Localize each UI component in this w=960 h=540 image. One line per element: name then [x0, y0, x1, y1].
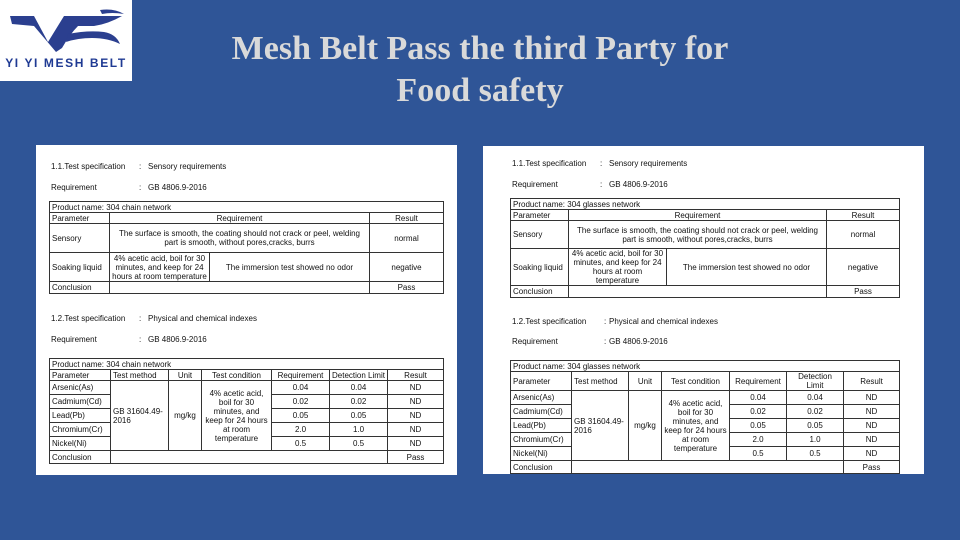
row-result: ND [844, 405, 900, 419]
row-conclusion-blank [110, 282, 370, 294]
title-line-1: Mesh Belt Pass the third Party for [231, 30, 729, 67]
row-parameter: Cadmium(Cd) [511, 405, 572, 419]
row-detection-limit: 0.04 [330, 381, 388, 395]
spec-colon: : [600, 159, 603, 168]
title-line-2: Food safety [396, 72, 564, 109]
requirement-value: GB 4806.9-2016 [609, 337, 668, 346]
row-requirement: 0.02 [730, 405, 787, 419]
requirement-colon: : [139, 183, 142, 192]
product-name: Product name: 304 chain network [50, 359, 444, 370]
sensory-table [49, 201, 444, 294]
requirement-colon: : [139, 335, 142, 344]
spec-value: Sensory requirements [148, 162, 227, 171]
row-detection-limit: 0.05 [787, 419, 844, 433]
row-detection-limit: 0.5 [787, 447, 844, 461]
header-parameter: Parameter [511, 372, 572, 391]
row-parameter: Lead(Pb) [511, 419, 572, 433]
requirement-colon: : [600, 180, 603, 189]
row-soaking-result: negative [370, 253, 444, 282]
row-soaking-condition: 4% acetic acid, boil for 30 minutes, and keep for 24 hours at room temperature [569, 249, 667, 286]
spec-value: Sensory requirements [609, 159, 688, 168]
test-report-chain-network [36, 145, 457, 475]
unit-cell: mg/kg [169, 381, 202, 451]
row-requirement: 0.5 [730, 447, 787, 461]
header-parameter: Parameter [50, 370, 111, 381]
spec-value: Physical and chemical indexes [609, 317, 718, 326]
product-name: Product name: 304 chain network [50, 202, 444, 213]
row-requirement: 0.04 [730, 391, 787, 405]
row-conclusion-blank [569, 286, 827, 298]
row-parameter: Cadmium(Cd) [50, 395, 111, 409]
row-result: ND [388, 381, 444, 395]
requirement-label: Requirement [51, 183, 97, 192]
row-result: ND [844, 433, 900, 447]
header-parameter: Parameter [50, 213, 110, 224]
header-result: Result [370, 213, 444, 224]
row-detection-limit: 0.05 [330, 409, 388, 423]
test-method-cell: GB 31604.49-2016 [111, 381, 169, 451]
header-result: Result [388, 370, 444, 381]
requirement-value: GB 4806.9-2016 [148, 183, 207, 192]
sensory-table [510, 198, 900, 298]
row-result: ND [388, 395, 444, 409]
row-result: ND [844, 447, 900, 461]
row-conclusion-label: Conclusion [511, 286, 569, 298]
row-result: ND [844, 419, 900, 433]
row-requirement: 0.05 [272, 409, 330, 423]
logo-text: YI YI MESH BELT [5, 56, 127, 70]
row-result: ND [388, 409, 444, 423]
header-detection-limit: Detection Limit [787, 372, 844, 391]
row-requirement: 0.5 [272, 437, 330, 451]
conclusion-label: Conclusion [50, 451, 111, 464]
requirement-label: Requirement [51, 335, 97, 344]
header-test-method: Test method [111, 370, 169, 381]
row-sensory-requirement: The surface is smooth, the coating should not crack or peel, welding part is smooth, without pores,cracks, burrs [110, 224, 370, 253]
header-test-method: Test method [572, 372, 629, 391]
conclusion-result: Pass [844, 461, 900, 474]
header-unit: Unit [169, 370, 202, 381]
row-sensory-parameter: Sensory [511, 221, 569, 249]
header-result: Result [827, 210, 900, 221]
chemical-table [510, 360, 900, 474]
chemical-table [49, 358, 444, 464]
row-soaking-parameter: Soaking liquid [511, 249, 569, 286]
row-sensory-requirement: The surface is smooth, the coating should not crack or peel, welding part is smooth, without pores,cracks, burrs [569, 221, 827, 249]
conclusion-blank [572, 461, 844, 474]
row-soaking-condition: 4% acetic acid, boil for 30 minutes, and keep for 24 hours at room temperature [110, 253, 210, 282]
product-name: Product name: 304 glasses network [511, 199, 900, 210]
row-sensory-result: normal [370, 224, 444, 253]
conclusion-label: Conclusion [511, 461, 572, 474]
row-requirement: 0.02 [272, 395, 330, 409]
row-result: ND [844, 391, 900, 405]
header-test-condition: Test condition [662, 372, 730, 391]
test-report-glasses-network [483, 146, 924, 474]
row-detection-limit: 0.02 [787, 405, 844, 419]
spec-value: Physical and chemical indexes [148, 314, 257, 323]
requirement-value: GB 4806.9-2016 [609, 180, 668, 189]
requirement-colon: : [604, 337, 607, 346]
row-soaking-parameter: Soaking liquid [50, 253, 110, 282]
row-soaking-result: negative [827, 249, 900, 286]
row-parameter: Arsenic(As) [50, 381, 111, 395]
test-condition-cell: 4% acetic acid, boil for 30 minutes, and keep for 24 hours at room temperature [662, 391, 730, 461]
header-detection-limit: Detection Limit [330, 370, 388, 381]
header-requirement: Requirement [272, 370, 330, 381]
header-test-condition: Test condition [202, 370, 272, 381]
row-parameter: Chromium(Cr) [511, 433, 572, 447]
row-conclusion-result: Pass [827, 286, 900, 298]
product-name: Product name: 304 glasses network [511, 361, 900, 372]
row-soaking-requirement: The immersion test showed no odor [210, 253, 370, 282]
row-parameter: Arsenic(As) [511, 391, 572, 405]
conclusion-blank [111, 451, 388, 464]
row-requirement: 2.0 [730, 433, 787, 447]
header-requirement: Requirement [730, 372, 787, 391]
requirement-label: Requirement [512, 180, 558, 189]
page-title [140, 28, 820, 112]
requirement-value: GB 4806.9-2016 [148, 335, 207, 344]
spec-label: 1.2.Test specification [51, 314, 126, 323]
row-result: ND [388, 423, 444, 437]
row-parameter: Nickel(Ni) [50, 437, 111, 451]
logo-emblem [4, 4, 128, 56]
row-conclusion-label: Conclusion [50, 282, 110, 294]
row-detection-limit: 0.04 [787, 391, 844, 405]
spec-colon: : [139, 314, 142, 323]
row-parameter: Lead(Pb) [50, 409, 111, 423]
test-condition-cell: 4% acetic acid, boil for 30 minutes, and keep for 24 hours at room temperature [202, 381, 272, 451]
spec-label: 1.2.Test specification [512, 317, 587, 326]
row-conclusion-result: Pass [370, 282, 444, 294]
spec-label: 1.1.Test specification [51, 162, 126, 171]
row-soaking-requirement: The immersion test showed no odor [667, 249, 827, 286]
row-result: ND [388, 437, 444, 451]
row-parameter: Chromium(Cr) [50, 423, 111, 437]
test-method-cell: GB 31604.49-2016 [572, 391, 629, 461]
row-detection-limit: 0.5 [330, 437, 388, 451]
row-requirement: 0.04 [272, 381, 330, 395]
header-requirement: Requirement [569, 210, 827, 221]
unit-cell: mg/kg [629, 391, 662, 461]
row-sensory-parameter: Sensory [50, 224, 110, 253]
header-result: Result [844, 372, 900, 391]
requirement-label: Requirement [512, 337, 558, 346]
spec-colon: : [139, 162, 142, 171]
spec-label: 1.1.Test specification [512, 159, 587, 168]
header-unit: Unit [629, 372, 662, 391]
header-parameter: Parameter [511, 210, 569, 221]
conclusion-result: Pass [388, 451, 444, 464]
company-logo [0, 0, 132, 81]
spec-colon: : [604, 317, 607, 326]
row-sensory-result: normal [827, 221, 900, 249]
row-detection-limit: 0.02 [330, 395, 388, 409]
row-requirement: 2.0 [272, 423, 330, 437]
row-detection-limit: 1.0 [787, 433, 844, 447]
row-parameter: Nickel(Ni) [511, 447, 572, 461]
header-requirement: Requirement [110, 213, 370, 224]
row-detection-limit: 1.0 [330, 423, 388, 437]
row-requirement: 0.05 [730, 419, 787, 433]
